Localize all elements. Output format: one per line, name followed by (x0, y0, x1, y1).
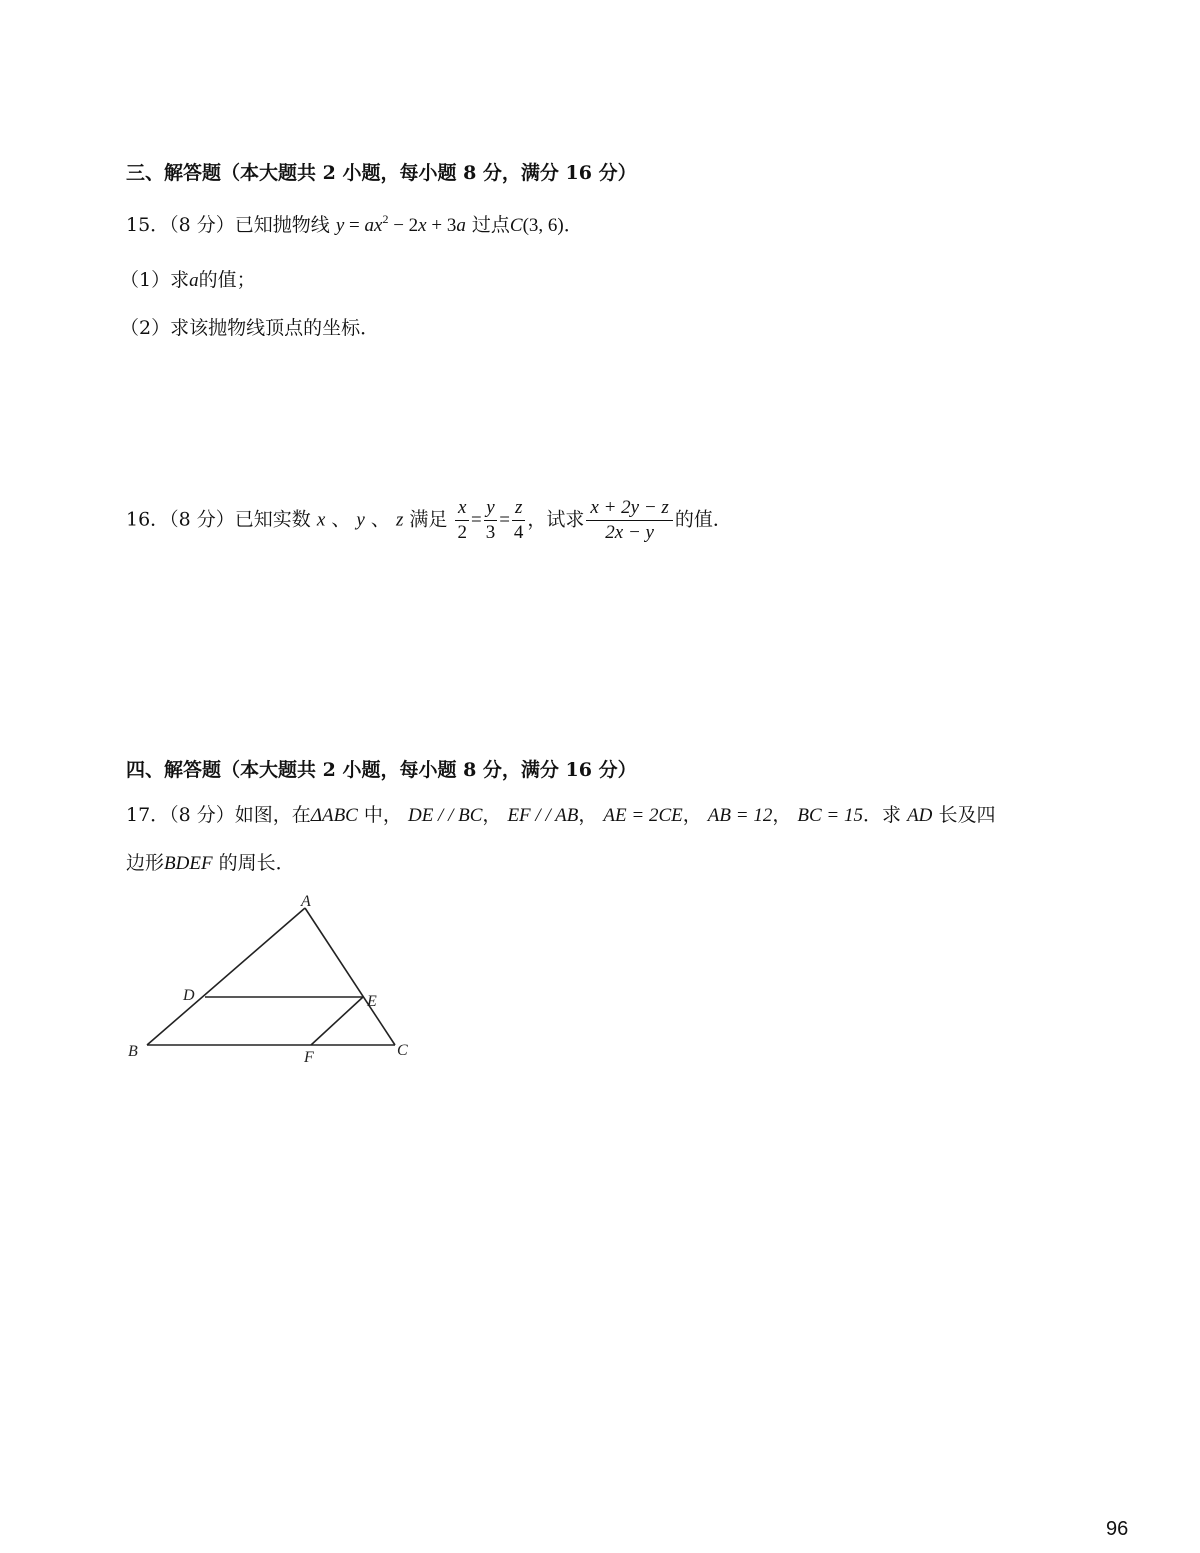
q15-eq-exp: 2 (382, 212, 389, 226)
q15-eq-a: a (456, 215, 466, 236)
q16-fraction-x-2: $\frac{x}{2}$ (457, 497, 467, 543)
label-f: F (304, 1049, 314, 1066)
q16-expression-fraction: $\frac{x + 2y - z}{2x - y}$ (586, 496, 672, 545)
q17-condition-2: EF / / AB (507, 805, 579, 826)
label-e: E (367, 993, 377, 1010)
section-4-title: 四、解答题（本大题共 2 小题，每小题 8 分，满分 16 分） (126, 759, 637, 781)
q17-comma-1: ， (482, 804, 502, 826)
q16-sep-2: 、 (370, 508, 390, 531)
q17-comma-3: ， (682, 804, 702, 826)
q15-point-coords: (3, 6) (522, 215, 564, 236)
q17-condition-1: DE / / BC (407, 805, 483, 826)
question-15 (126, 210, 583, 241)
q15-eq-eq: = (344, 215, 365, 236)
q15-part1-b: 的值； (198, 269, 256, 291)
q15-part1-var: a (189, 270, 199, 291)
question-16 (126, 496, 732, 545)
q15-eq-y: y (335, 215, 345, 236)
q17-tail: 长及四 (938, 804, 996, 826)
label-c: C (397, 1042, 408, 1059)
segment-ab (147, 908, 305, 1045)
q15-eq-minus: − 2 (388, 215, 419, 236)
q17-bdef: BDEF (164, 853, 213, 874)
q15-mid: 过点 (471, 214, 510, 236)
q17-line2-b: 的周长． (218, 852, 295, 874)
q16-prefix: 16．（8 分）已知实数 (126, 508, 311, 531)
q15-point-c: C (509, 215, 523, 236)
segment-ef (311, 997, 363, 1045)
q16-equals-1: = (470, 509, 482, 531)
q15-part1-a: （1）求 (120, 269, 190, 291)
q16-ask: ，试求 (527, 508, 585, 531)
label-b: B (128, 1043, 138, 1060)
section-3-title: 三、解答题（本大题共 2 小题，每小题 8 分，满分 16 分） (126, 162, 637, 184)
q16-end: 的值． (674, 508, 732, 531)
question-17-line-1 (126, 800, 995, 831)
q16-fraction-y-3: $\frac{y}{3}$ (485, 497, 496, 543)
q16-fraction-z-4: $\frac{z}{4}$ (513, 497, 524, 543)
q15-end: ． (563, 214, 583, 236)
q17-line2-a: 边形 (126, 852, 165, 874)
q17-prefix: 17．（8 分）如图，在 (126, 804, 311, 826)
segment-ac (305, 908, 395, 1045)
q16-z: z (395, 509, 404, 531)
q17-condition-4: AB = 12 (707, 805, 773, 826)
question-17-line-2 (126, 848, 295, 879)
page-number: 96 (1106, 1518, 1129, 1540)
q16-y: y (356, 509, 365, 531)
q17-ad: AD (907, 805, 933, 826)
q15-part-2: （2）求该抛物线顶点的坐标． (120, 317, 380, 339)
q17-condition-3: AE = 2CE (603, 805, 683, 826)
q15-prefix: 15．（8 分）已知抛物线 (126, 214, 330, 236)
q17-comma-2: ， (578, 804, 598, 826)
q15-part-1 (120, 265, 256, 296)
q15-eq-x: x (418, 215, 427, 236)
q16-x: x (316, 509, 326, 531)
q16-sep-1: 、 (331, 508, 351, 531)
triangle-figure (120, 890, 420, 1070)
q17-triangle: ΔABC (310, 805, 358, 826)
label-d: D (183, 987, 195, 1004)
q16-mid: 满足 (409, 508, 448, 531)
q17-comma-4: ， (772, 804, 792, 826)
q17-condition-5: BC = 15 (797, 805, 863, 826)
q17-ask: ．求 (863, 804, 902, 826)
q17-zhong: 中， (363, 804, 402, 826)
label-a: A (301, 893, 311, 910)
q15-eq-ax: ax (364, 215, 383, 236)
q16-equals-2: = (499, 509, 510, 531)
q15-eq-plus: + 3 (426, 215, 457, 236)
